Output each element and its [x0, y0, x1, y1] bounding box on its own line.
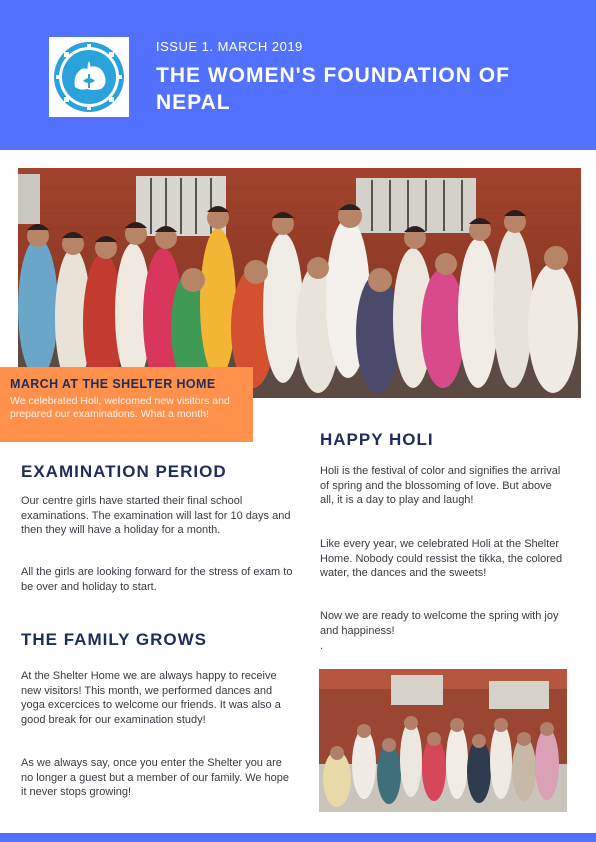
holi-group-photo	[18, 168, 581, 398]
holi-paragraph-4: .	[320, 640, 324, 652]
footer-bar	[0, 833, 596, 842]
family-heading: THE FAMILY GROWS	[21, 630, 208, 649]
visitors-group-photo	[319, 669, 567, 812]
holi-heading: HAPPY HOLI	[320, 430, 434, 449]
holi-paragraph-2: Like every year, we celebrated Holi at the Shelter Home. Nobody could ressist the tikka, the colored water, the dances and the sweets!	[320, 538, 563, 579]
examination-paragraph-1: Our centre girls have started their final school examinations. The examination will last for 10 days and then they will have a holiday for a month.	[21, 495, 291, 536]
callout-text: We celebrated Holi, welcomed new visitors and prepared our examinations. What a month!	[10, 395, 230, 420]
holi-paragraph-1: Holi is the festival of color and signifies the arrival of spring and the blossoming of love. But above all, it is a day to play and laugh!	[320, 465, 561, 506]
examination-heading: EXAMINATION PERIOD	[21, 462, 227, 481]
issue-line: ISSUE 1. MARCH 2019	[156, 39, 303, 54]
holi-paragraph-3: Now we are ready to welcome the spring with joy and happiness!	[320, 610, 559, 637]
examination-paragraph-2: All the girls are looking forward for the stress of exam to be over and holiday to start.	[21, 566, 293, 593]
shelter-home-callout	[0, 367, 253, 442]
newsletter-title: THE WOMEN'S FOUNDATION OF NEPAL	[156, 64, 510, 114]
family-paragraph-2: As we always say, once you enter the Shelter you are no longer a guest but a member of our family. We hope it never stops growing!	[21, 757, 290, 798]
newsletter-header	[0, 0, 596, 150]
womens-foundation-logo-icon	[53, 41, 125, 113]
callout-title: MARCH AT THE SHELTER HOME	[10, 377, 216, 391]
foundation-logo	[49, 37, 129, 117]
family-paragraph-1: At the Shelter Home we are always happy to receive new visitors! This month, we performed dances and yoga excercices to welcome our friends. It was also a good break for our examination study!	[21, 670, 281, 726]
